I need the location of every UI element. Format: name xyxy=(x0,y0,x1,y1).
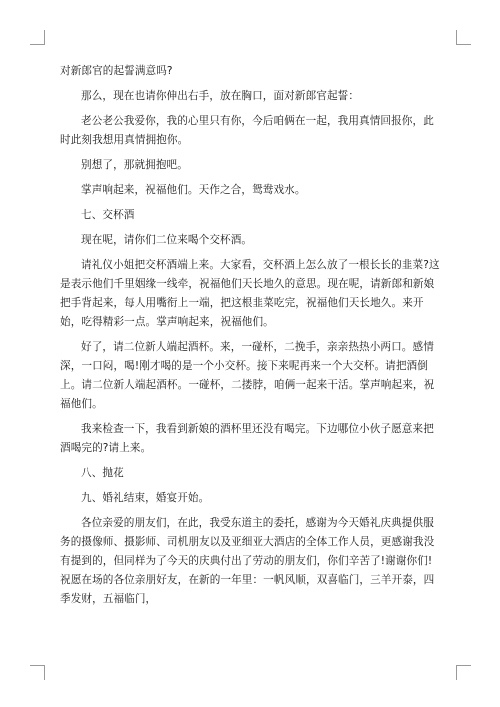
crop-mark-bottom-right xyxy=(456,665,471,680)
paragraph: 那么，现在也请你伸出右手，放在胸口，面对新郎官起誓： xyxy=(81,90,360,102)
paragraph: 各位亲爱的朋友们，在此，我受东道主的委托，感谢为今天婚礼庆典提供服务的摄像师、摄影师、司机朋友以及亚细亚大酒店的全体工作人员，更感谢我没有提到的，但同样为了今天的庆典付出了劳动的朋友们，你们辛苦了!谢谢你们!祝愿在场的各位亲朋好友，在新的一年里：一帆风顺，双喜临门，三羊开泰，四季发财，五福临门， xyxy=(60,517,435,605)
section-heading: 七、交杯酒 xyxy=(81,209,135,221)
paragraph: 掌声响起来，祝福他们。天作之合，鸳鸯戏水。 xyxy=(81,184,306,196)
crop-mark-top-left xyxy=(30,30,45,45)
section-heading: 八、抛花 xyxy=(81,467,124,479)
paragraph: 好了，请二位新人端起酒杯。来，一碰杯，二挽手，亲亲热热小两口。感情深，一口闷，喝!刚才喝的是一个小交杯。接下来呢再来一个大交杯。请把酒倒上。请二位新人端起酒杯。一碰杯，二搂脖，咱俩一起来干活。掌声响起来，祝福他们。 xyxy=(60,341,435,410)
section-heading: 九、婚礼结束，婚宴开始。 xyxy=(81,492,210,504)
crop-mark-top-right xyxy=(456,30,471,45)
paragraph: 别想了，那就拥抱吧。 xyxy=(81,159,188,171)
paragraph: 老公老公我爱你，我的心里只有你，今后咱俩在一起，我用真情回报你，此时此刻我想用真情拥抱你。 xyxy=(60,115,434,146)
paragraph: 现在呢，请你们二位来喝个交杯酒。 xyxy=(81,234,253,246)
document-body xyxy=(60,62,440,615)
paragraph: 我来检查一下，我看到新娘的酒杯里还没有喝完。下边哪位小伙子愿意来把酒喝完的?请上来。 xyxy=(60,423,434,454)
paragraph: 对新郎官的起誓满意吗? xyxy=(60,65,173,77)
paragraph: 请礼仪小姐把交杯酒端上来。大家看，交杯酒上怎么放了一根长长的韭菜?这是表示他们千里姻缘一线牵，祝福他们天长地久的意思。现在呢，请新郎和新娘把手背起来，每人用嘴衔上一端，把这根韭菜吃完，祝福他们天长地久。来开始，吃得精彩一点。掌声响起来，祝福他们。 xyxy=(60,259,440,328)
crop-mark-bottom-left xyxy=(30,665,45,680)
